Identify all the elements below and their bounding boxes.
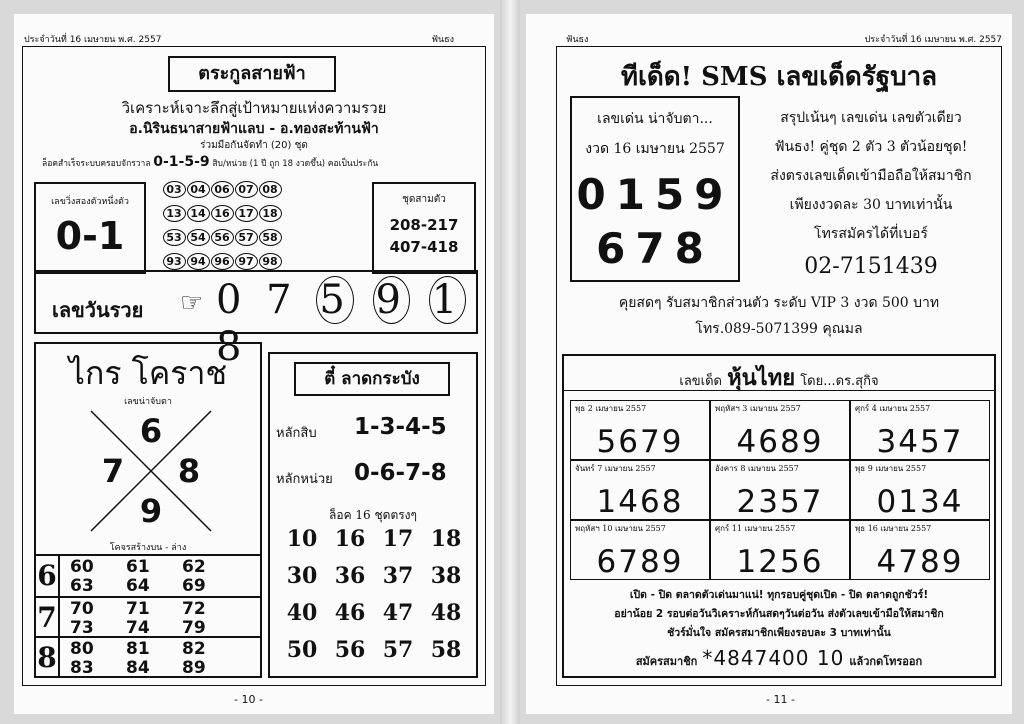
- pair-number: 69: [182, 576, 206, 596]
- lock-number: 50: [286, 637, 318, 663]
- rich-day-box: [34, 270, 478, 370]
- stock-numbers: 3457: [876, 424, 964, 460]
- circled-number: 07: [235, 181, 258, 198]
- stock-date: พฤหัสฯ 3 เมษายน 2557: [715, 404, 801, 413]
- pair-number: 80: [70, 639, 94, 659]
- circle-row: [162, 178, 372, 202]
- lock-number: 37: [382, 563, 414, 589]
- lock-number: 17: [382, 526, 414, 552]
- stock-numbers: 4689: [736, 424, 824, 460]
- stock-numbers: 0134: [876, 484, 964, 520]
- pair-number: 71: [126, 599, 150, 619]
- watch-label: เลขเด่น น่าจับตา...: [597, 111, 713, 127]
- right-header-brand: ฟันธง: [566, 35, 589, 45]
- lock-row: [278, 563, 472, 600]
- lock-row: [278, 600, 472, 637]
- stock-prefix: เลขเด็ด: [679, 374, 722, 389]
- pair-line: [70, 618, 238, 638]
- pair-number: 72: [182, 599, 206, 619]
- left-page-number: - 10 -: [234, 693, 263, 706]
- circled-number: 18: [259, 205, 282, 222]
- rich-digit: 0: [216, 277, 248, 323]
- vip-line: คุยสดๆ รับสมาชิกส่วนตัว ระดับ VIP 3 งวด 500 บาท: [618, 295, 940, 311]
- stock-cell: [710, 400, 850, 460]
- lock-number: 36: [334, 563, 366, 589]
- pair-line: [70, 576, 238, 596]
- circled-number: 14: [187, 205, 210, 222]
- record-prefix: ล็อคสำเร็จระบบครอบจักรวาล: [42, 159, 151, 169]
- stock-divider: [564, 390, 994, 391]
- left-header-brand: ฟันธง: [431, 35, 454, 45]
- watch-row-2: 678: [596, 224, 714, 273]
- stock-suffix: โดย...ดร.สุกิจ: [800, 374, 879, 389]
- lock-number: 47: [382, 600, 414, 626]
- rich-digit-circled: 5: [316, 276, 353, 324]
- two-digit-label: เลขวิ่งสองตัวหนึ่งตัว: [51, 197, 129, 207]
- lock-number: 48: [430, 600, 462, 626]
- footer-line: อย่าน้อย 2 รอบต่อวันวิเคราะห์กันสดๆวันต่อวัน ส่งตัวเลขเข้ามือให้สมาชิก: [614, 608, 944, 620]
- circled-number: 56: [211, 229, 234, 246]
- lock-number: 56: [334, 637, 366, 663]
- stock-date: พุธ 2 เมษายน 2557: [575, 404, 647, 413]
- stock-cell: [570, 400, 710, 460]
- x-digit-left: 7: [101, 452, 125, 490]
- circled-number: 93: [163, 253, 186, 270]
- lock-number: 46: [334, 600, 366, 626]
- rich-digit-circled: 1: [429, 276, 466, 324]
- tee-box: [268, 352, 478, 678]
- circled-number: 98: [259, 253, 282, 270]
- x-digit-bottom: 9: [139, 492, 163, 530]
- kai-subtitle: เลขน่าจับตา: [124, 397, 172, 407]
- stock-grid: [570, 400, 990, 580]
- stock-cell: [850, 460, 990, 520]
- circle-grid: [162, 178, 372, 274]
- circled-number: 03: [163, 181, 186, 198]
- info-block: [740, 104, 1002, 249]
- contact-line: โทร.089-5071399 คุณมล: [695, 321, 863, 337]
- lock-number: 10: [286, 526, 318, 552]
- pair-number: 81: [126, 639, 150, 659]
- stock-cell: [570, 460, 710, 520]
- three-set-values: [374, 214, 474, 258]
- lock-number: 38: [430, 563, 462, 589]
- circle-row: [162, 202, 372, 226]
- page-gutter: [500, 0, 520, 724]
- stock-numbers: 5679: [596, 424, 684, 460]
- rich-digit: 7: [266, 277, 298, 323]
- stock-brand: หุ้นไทย: [727, 365, 796, 391]
- stock-numbers: 1468: [596, 484, 684, 520]
- left-page: [14, 14, 494, 714]
- lock-row: [278, 637, 472, 674]
- circled-number: 97: [235, 253, 258, 270]
- pair-key: 6: [36, 556, 60, 596]
- sms-label: สมัครสมาชิก: [635, 655, 698, 668]
- stock-date: พุธ 9 เมษายน 2557: [855, 464, 927, 473]
- lock-number: 58: [430, 637, 462, 663]
- watch-box: [570, 96, 740, 282]
- circled-number: 13: [163, 205, 186, 222]
- stock-date: ศุกร์ 11 เมษายน 2557: [715, 524, 796, 533]
- record-nums: 0-1-5-9: [153, 154, 210, 170]
- kai-footer: โคจรสร้างบน - ล่าง: [109, 543, 187, 553]
- pair-key: 7: [36, 598, 60, 638]
- circled-number: 06: [211, 181, 234, 198]
- pair-number: 73: [70, 618, 94, 638]
- circled-number: 57: [235, 229, 258, 246]
- pair-number: 60: [70, 557, 94, 577]
- circled-number: 94: [187, 253, 210, 270]
- info-line: ส่งตรงเลขเด็ดเข้ามือถือให้สมาชิก: [770, 168, 972, 184]
- tens-label: หลักสิบ: [276, 426, 317, 441]
- circled-number: 53: [163, 229, 186, 246]
- pair-number: 70: [70, 599, 94, 619]
- units-label: หลักหน่วย: [276, 472, 333, 487]
- three-set-label: ชุดสามตัว: [402, 194, 446, 205]
- three-set-2: 407-418: [389, 238, 459, 256]
- pair-table: [36, 554, 260, 676]
- info-line: เพียงงวดละ 30 บาทเท่านั้น: [789, 197, 953, 213]
- joint-work: ร่วมมือกันจัดทำ (20) ชุด: [200, 140, 308, 151]
- stock-date: อังคาร 8 เมษายน 2557: [715, 464, 799, 473]
- stock-date: พฤหัสฯ 10 เมษายน 2557: [575, 524, 666, 533]
- subtitle: วิเคราะห์เจาะลึกสู่เป้าหมายแห่งความรวย: [121, 99, 387, 117]
- authors: อ.นิรินธนาสายฟ้าแลบ - อ.ทองสะท้านฟ้า: [129, 121, 379, 137]
- pair-row: [36, 556, 260, 596]
- lock-number: 57: [382, 637, 414, 663]
- stock-date: จันทร์ 7 เมษายน 2557: [575, 464, 656, 473]
- pair-number: 84: [126, 658, 150, 678]
- circle-row: [162, 226, 372, 250]
- lock-number: 16: [334, 526, 366, 552]
- stock-cell: [570, 520, 710, 580]
- info-line: สรุปเน้นๆ เลขเด่น เลขตัวเดียว: [780, 110, 962, 126]
- stock-date: ศุกร์ 4 เมษายน 2557: [855, 404, 931, 413]
- phone-number: 02-7151439: [804, 254, 938, 279]
- stock-cell: [850, 400, 990, 460]
- rich-day-label: เลขวันรวย: [52, 298, 144, 322]
- pair-number: 74: [126, 618, 150, 638]
- stock-cell: [710, 460, 850, 520]
- units-value: 0-6-7-8: [354, 460, 447, 486]
- sms-title: ทีเด็ด! SMS เลขเด็ดรัฐบาล: [620, 62, 938, 92]
- pair-line: [70, 557, 238, 577]
- pair-number: 79: [182, 618, 206, 638]
- pair-number: 89: [182, 658, 206, 678]
- watch-row-1: 0159: [576, 170, 734, 219]
- info-line: ฟันธง! คู่ชุด 2 ตัว 3 ตัวน้อยชุด!: [774, 139, 968, 155]
- two-digit-value: 0-1: [55, 214, 125, 258]
- circled-number: 16: [211, 205, 234, 222]
- x-digit-top: 6: [139, 412, 163, 450]
- stock-numbers: 1256: [736, 544, 824, 580]
- kai-korat-box: [34, 342, 262, 678]
- lock-grid: [278, 526, 472, 674]
- lock-row: [278, 526, 472, 563]
- right-page-number: - 11 -: [766, 693, 795, 706]
- pair-row: [36, 596, 260, 636]
- stock-cell: [850, 520, 990, 580]
- left-header-date: ประจำวันที่ 16 เมษายน พ.ศ. 2557: [24, 35, 162, 45]
- circled-number: 17: [235, 205, 258, 222]
- tee-title: ตี๋ ลาดกระบัง: [294, 362, 450, 396]
- stock-numbers: 6789: [596, 544, 684, 580]
- circled-number: 08: [259, 181, 282, 198]
- circled-number: 58: [259, 229, 282, 246]
- pair-number: 82: [182, 639, 206, 659]
- record-line: [42, 154, 378, 170]
- pair-number: 64: [126, 576, 150, 596]
- sms-tail: แล้วกดโทรออก: [849, 655, 923, 668]
- two-digit-box: [34, 182, 146, 274]
- pair-line: [70, 599, 238, 619]
- pair-line: [70, 639, 238, 659]
- footer-line: ชัวร์มั่นใจ สมัครสมาชิกเพียงรอบละ 3 บาทเท่านั้น: [667, 627, 891, 639]
- trakul-title: ตระกูลสายฟ้า: [168, 56, 336, 92]
- lock-title: ล็อค 16 ชุดตรงๆ: [329, 508, 417, 522]
- tens-value: 1-3-4-5: [354, 414, 447, 440]
- circled-number: 96: [211, 253, 234, 270]
- x-digit-right: 8: [177, 452, 201, 490]
- pair-number: 62: [182, 557, 206, 577]
- sms-signup: [564, 646, 994, 670]
- footer-line: เปิด - ปิด ตลาดตัวเด่นมาแน่! ทุกรอบคู่ชุดเปิด - ปิด ตลาดถูกชัวร์!: [629, 589, 929, 601]
- stock-date: พุธ 16 เมษายน 2557: [855, 524, 932, 533]
- rich-digit: 8: [216, 324, 248, 370]
- lock-number: 30: [286, 563, 318, 589]
- pair-row: [36, 636, 260, 676]
- pair-key: 8: [36, 638, 60, 678]
- circled-number: 04: [187, 181, 210, 198]
- right-page: [526, 14, 1012, 714]
- three-set-box: [372, 182, 476, 274]
- pair-number: 63: [70, 576, 94, 596]
- info-line: โทรสมัครได้ที่เบอร์: [814, 226, 928, 242]
- kai-title: ไกร โคราช: [68, 354, 228, 392]
- pair-number: 61: [126, 557, 150, 577]
- sms-code: *4847400 10: [702, 646, 845, 670]
- stock-cell: [710, 520, 850, 580]
- three-set-1: 208-217: [389, 216, 459, 234]
- stock-box: [562, 354, 996, 678]
- stock-numbers: 2357: [736, 484, 824, 520]
- stock-footer: [564, 586, 994, 643]
- lock-number: 40: [286, 600, 318, 626]
- pair-line: [70, 658, 238, 678]
- lock-number: 18: [430, 526, 462, 552]
- stock-numbers: 4789: [876, 544, 964, 580]
- right-header-date: ประจำวันที่ 16 เมษายน พ.ศ. 2557: [864, 35, 1002, 45]
- record-suffix: สิบ/หน่วย (1 ปี ถูก 18 งวดขึ้น) คอเป็นประกัน: [212, 159, 379, 169]
- pointing-hand-icon: ☞: [180, 288, 204, 318]
- draw-date: งวด 16 เมษายน 2557: [585, 141, 725, 157]
- pair-number: 83: [70, 658, 94, 678]
- circled-number: 54: [187, 229, 210, 246]
- rich-digit-circled: 9: [373, 276, 410, 324]
